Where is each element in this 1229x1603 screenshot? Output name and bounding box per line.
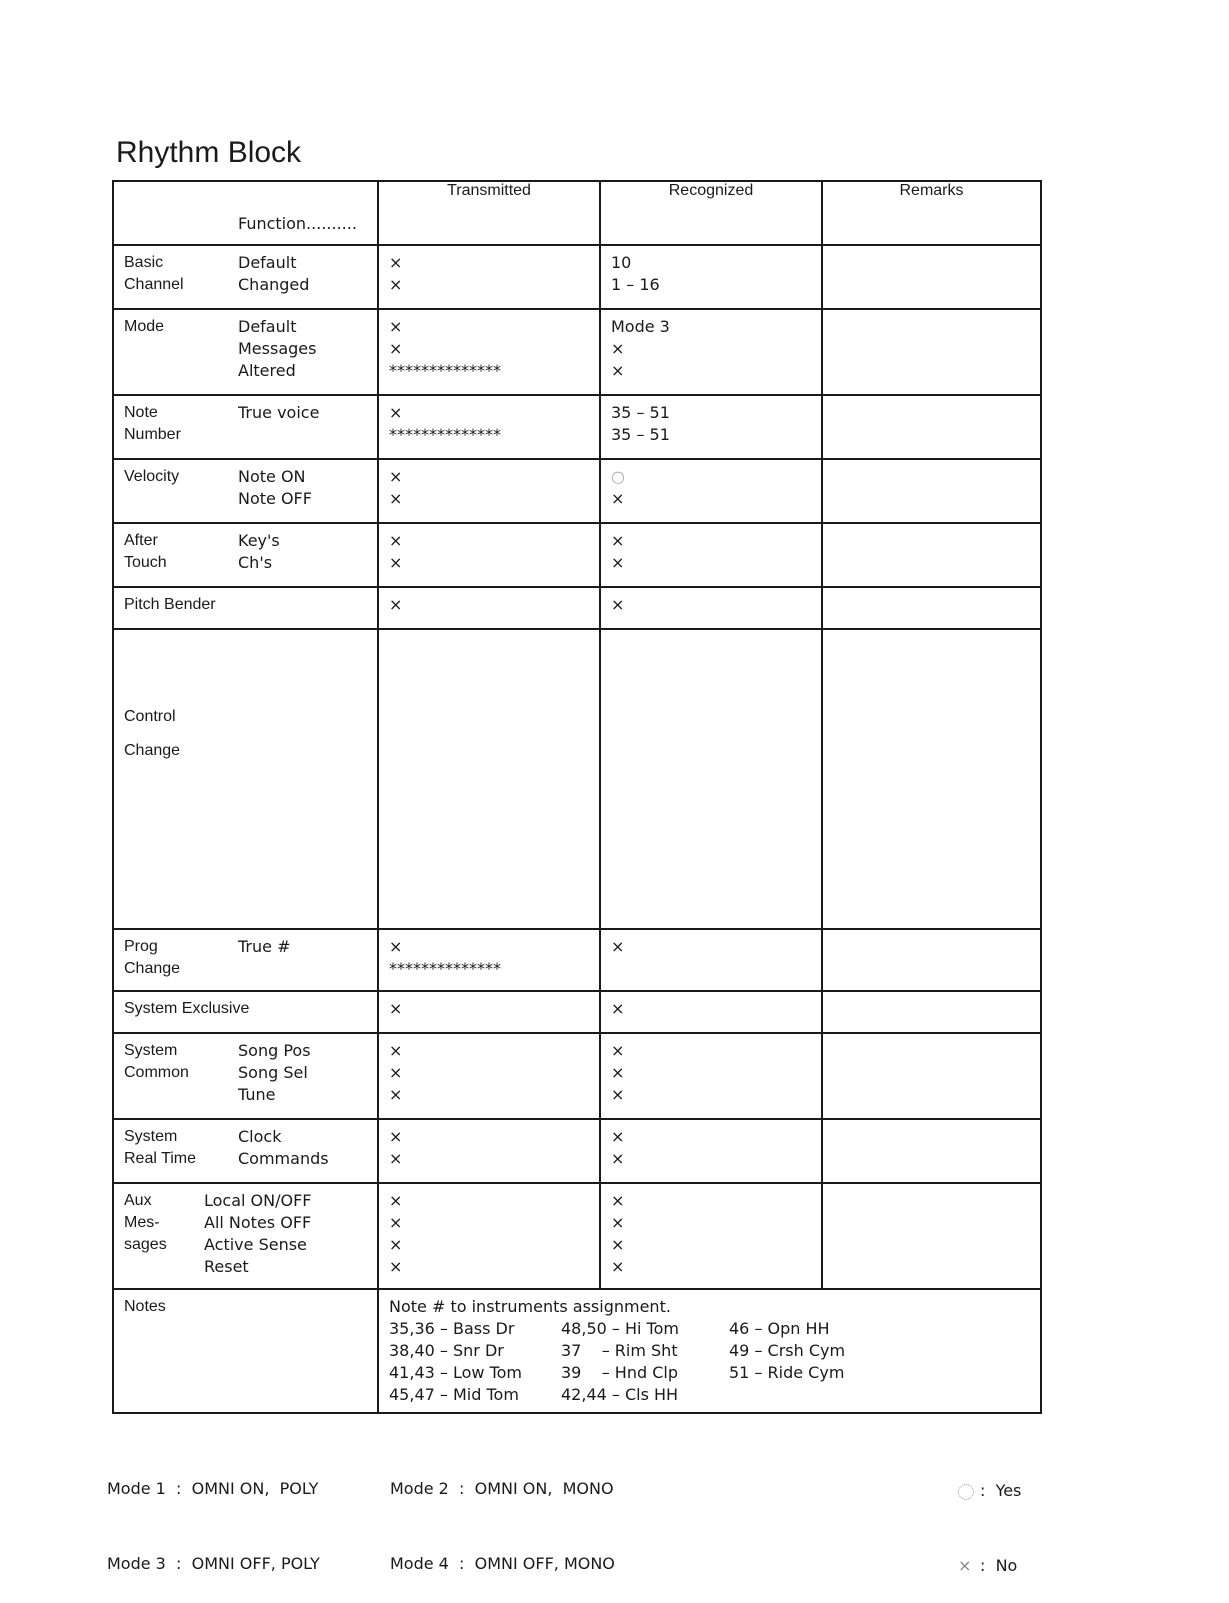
note-assignment: 49 – Crsh Cym (729, 1341, 846, 1360)
row-label: Change (124, 742, 181, 759)
sub-label: Key's (238, 531, 280, 550)
row-prog-change (113, 929, 1041, 991)
mode-2-legend: Mode 2 : OMNI ON, MONO (390, 1479, 614, 1498)
header-remarks: Remarks (822, 181, 1041, 245)
rx-value: × (611, 595, 625, 614)
tx-empty (378, 629, 600, 929)
rx-value: × (611, 339, 625, 358)
tx-value: × (389, 467, 403, 486)
page-title: Rhythm Block (116, 136, 302, 169)
tx-value: × (389, 489, 403, 508)
tx-value: × (389, 1213, 403, 1232)
circle-icon (958, 1484, 974, 1500)
tx-value: ************** (389, 959, 501, 978)
mode-legend-right (390, 1426, 615, 1601)
notes-label: Notes (124, 1298, 166, 1315)
row-label: Note (124, 404, 158, 421)
rx-value: ○ (611, 467, 625, 486)
row-label: Change (124, 960, 181, 977)
rx-value: 35 – 51 (611, 425, 670, 444)
symbol-legend (958, 1428, 1021, 1603)
rx-value: × (611, 999, 625, 1018)
remarks-cell (822, 395, 1041, 459)
row-mode (113, 309, 1041, 395)
row-label: After (124, 532, 158, 549)
note-assignment: 41,43 – Low Tom (389, 1363, 522, 1382)
midi-implementation-table (112, 180, 1042, 1414)
tx-value: × (389, 403, 403, 422)
tx-value: × (389, 937, 403, 956)
tx-value: × (389, 999, 403, 1018)
rx-value: × (611, 361, 625, 380)
rx-value: × (611, 1149, 625, 1168)
rx-value: 35 – 51 (611, 403, 670, 422)
mode-4-legend: Mode 4 : OMNI OFF, MONO (390, 1554, 615, 1573)
row-label: Common (124, 1064, 189, 1081)
rx-value: × (611, 1041, 625, 1060)
row-label: Velocity (124, 468, 180, 485)
row-aux-messages (113, 1183, 1041, 1289)
note-assignment: 39 – Hnd Clp (561, 1363, 678, 1382)
sub-label: Tune (238, 1085, 276, 1104)
mode-3-legend: Mode 3 : OMNI OFF, POLY (107, 1554, 320, 1573)
row-label: System Exclusive (124, 1000, 250, 1017)
tx-value: × (389, 1127, 403, 1146)
sub-label: Note ON (238, 467, 306, 486)
remarks-cell (822, 1033, 1041, 1119)
row-after-touch (113, 523, 1041, 587)
row-label: System (124, 1128, 178, 1145)
row-label: Channel (124, 276, 184, 293)
rx-value: × (611, 1063, 625, 1082)
row-label: sages (124, 1236, 167, 1253)
tx-value: ************** (389, 425, 501, 444)
tx-value: × (389, 1191, 403, 1210)
sub-label: Local ON/OFF (204, 1191, 312, 1210)
rx-value: × (611, 1127, 625, 1146)
mode-legend-left (107, 1426, 320, 1601)
remarks-cell (822, 245, 1041, 309)
row-control-change (113, 629, 1041, 929)
row-system-real-time (113, 1119, 1041, 1183)
remarks-cell (822, 309, 1041, 395)
tx-value: × (389, 1235, 403, 1254)
rx-value: × (611, 1191, 625, 1210)
rx-value: × (611, 1257, 625, 1276)
note-assignment: 38,40 – Snr Dr (389, 1341, 504, 1360)
sub-label: Messages (238, 339, 317, 358)
remarks-cell (822, 523, 1041, 587)
row-pitch-bender (113, 587, 1041, 629)
note-assignment: 35,36 – Bass Dr (389, 1319, 515, 1338)
row-label: Aux (124, 1192, 152, 1209)
remarks-cell (822, 991, 1041, 1033)
tx-value: × (389, 553, 403, 572)
row-label: Control (124, 708, 176, 725)
tx-value: × (389, 317, 403, 336)
rx-value: 10 (611, 253, 632, 272)
tx-value: × (389, 1257, 403, 1276)
sub-label: Ch's (238, 553, 273, 572)
sub-label: Default (238, 253, 297, 272)
cross-icon: × (958, 1556, 972, 1575)
tx-value: × (389, 339, 403, 358)
note-assignment: 42,44 – Cls HH (561, 1385, 679, 1404)
notes-heading: Note # to instruments assignment. (389, 1297, 671, 1316)
note-assignment: 45,47 – Mid Tom (389, 1385, 519, 1404)
sub-label: Reset (204, 1257, 249, 1276)
header-transmitted: Transmitted (378, 181, 600, 245)
tx-value: × (389, 595, 403, 614)
remarks-cell (822, 1119, 1041, 1183)
mode-1-legend: Mode 1 : OMNI ON, POLY (107, 1479, 319, 1498)
row-label: Real Time (124, 1150, 197, 1167)
remarks-cell (822, 1183, 1041, 1289)
row-label: Mode (124, 318, 165, 335)
rx-value: × (611, 1085, 625, 1104)
row-system-exclusive (113, 991, 1041, 1033)
remarks-cell (822, 929, 1041, 991)
sub-label: True voice (238, 403, 320, 422)
tx-value: × (389, 1085, 403, 1104)
note-assignment: 37 – Rim Sht (561, 1341, 678, 1360)
row-notes (113, 1289, 1041, 1413)
tx-value: × (389, 253, 403, 272)
header-recognized: Recognized (600, 181, 822, 245)
rx-value: 1 – 16 (611, 275, 660, 294)
rx-empty (600, 629, 822, 929)
rx-value: × (611, 1235, 625, 1254)
tx-value: × (389, 1041, 403, 1060)
tx-value: × (389, 531, 403, 550)
notes-assignment-grid (389, 1318, 1030, 1406)
sub-label: Commands (238, 1149, 329, 1168)
rx-value: × (611, 489, 625, 508)
remarks-cell (822, 587, 1041, 629)
rx-value: × (611, 553, 625, 572)
rx-value: × (611, 1213, 625, 1232)
note-assignment: 51 – Ride Cym (729, 1363, 845, 1382)
note-assignment: 46 – Opn HH (729, 1319, 830, 1338)
sub-label: Active Sense (204, 1235, 307, 1254)
sub-label: All Notes OFF (204, 1213, 312, 1232)
sub-label: Default (238, 317, 297, 336)
header-function-cell (113, 181, 378, 245)
rx-value: × (611, 531, 625, 550)
sub-label: True # (238, 937, 291, 956)
row-label: Mes- (124, 1214, 160, 1231)
yes-legend: : Yes (980, 1481, 1022, 1500)
row-label: System (124, 1042, 178, 1059)
tx-value: × (389, 1149, 403, 1168)
rx-value: Mode 3 (611, 317, 670, 336)
row-label: Touch (124, 554, 167, 571)
sub-label: Song Pos (238, 1041, 311, 1060)
remarks-cell (822, 459, 1041, 523)
sub-label: Song Sel (238, 1063, 308, 1082)
row-basic-channel (113, 245, 1041, 309)
sub-label: Altered (238, 361, 296, 380)
sub-label: Note OFF (238, 489, 312, 508)
no-legend: : No (980, 1556, 1018, 1575)
row-system-common (113, 1033, 1041, 1119)
row-label: Number (124, 426, 181, 443)
rx-value: × (611, 937, 625, 956)
tx-value: × (389, 1063, 403, 1082)
header-function: Function.......... (238, 214, 357, 233)
row-label: Pitch Bender (124, 596, 216, 613)
remarks-cell (822, 629, 1041, 929)
note-assignment: 48,50 – Hi Tom (561, 1319, 679, 1338)
tx-value: × (389, 275, 403, 294)
row-velocity (113, 459, 1041, 523)
row-label: Prog (124, 938, 158, 955)
sub-label: Changed (238, 275, 310, 294)
tx-value: ************** (389, 361, 501, 380)
table-header-row (113, 181, 1041, 245)
sub-label: Clock (238, 1127, 282, 1146)
row-label: Basic (124, 254, 164, 271)
row-note-number (113, 395, 1041, 459)
